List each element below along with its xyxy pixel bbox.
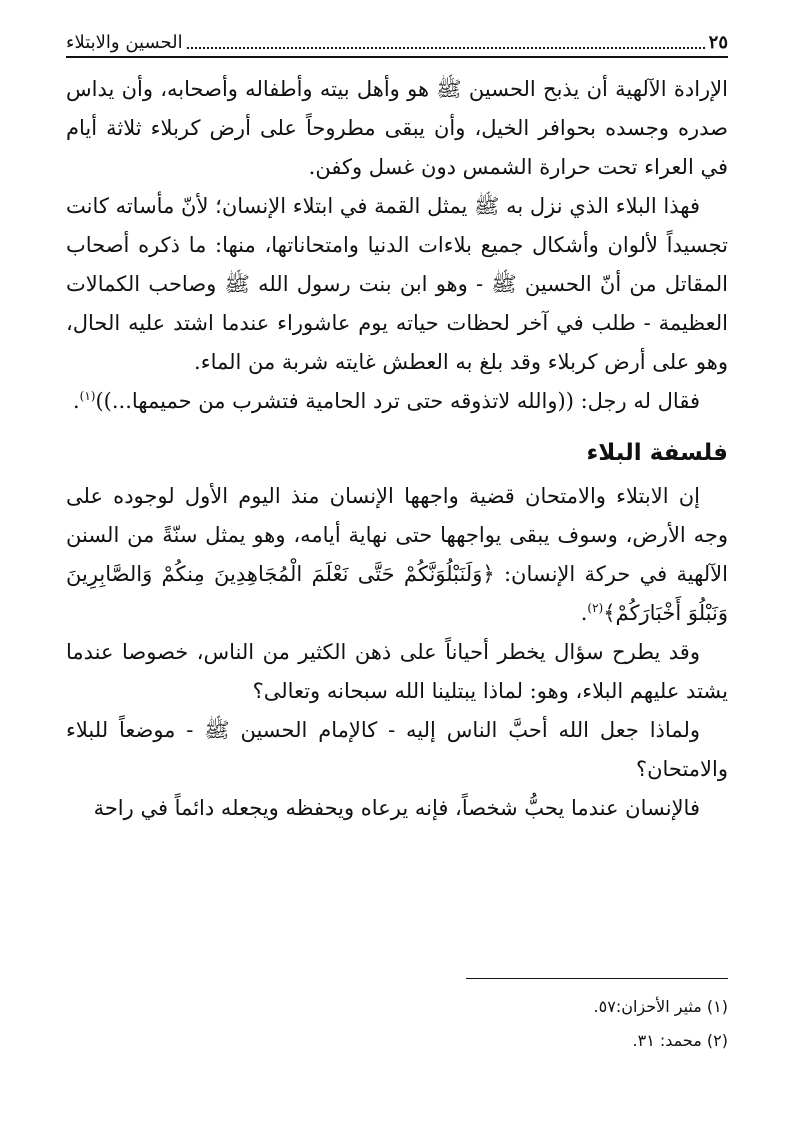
- main-text: [66, 70, 728, 828]
- paragraph-text: إن الابتلاء والامتحان قضية واجهها الإنسان منذ اليوم الأول لوجوده على وجه الأرض، وسوف يبقى يواجهها حتى نهاية أيامه، وهو يمثل سنّةً من السنن الآلهية في حركة الإنسان: ﴿وَلَنَبْلُوَنَّكُمْ حَتَّى نَعْلَمَ الْمُجَاهِدِينَ مِنكُمْ وَالصَّابِرِينَ وَنَبْلُوَ أَخْبَارَكُمْ﴾: [66, 484, 728, 625]
- page-header: [66, 28, 728, 58]
- book-page: [66, 28, 728, 828]
- quote-paragraph: فقال له رجل: ((والله لاتذوقه حتى ترد الحامية فتشرب من حميمها...))$^{(١)}$.: [72, 389, 700, 413]
- quote-text: فقال له رجل: ((والله لاتذوقه حتى ترد الحامية فتشرب من حميمها...)): [95, 389, 700, 413]
- paragraph: وقد يطرح سؤال يخطر أحياناً على ذهن الكثير من الناس، خصوصا عندما يشتد عليهم البلاء، وهو: لماذا يبتلينا الله سبحانه وتعالى؟: [66, 640, 728, 703]
- section-title: فلسفة البلاء: [586, 440, 728, 466]
- header-dot-leader: [187, 47, 705, 49]
- footnotes: [466, 990, 728, 1058]
- paragraph: فهذا البلاء الذي نزل به ﷺ يمثل القمة في ابتلاء الإنسان؛ لأنّ مأساته كانت تجسيداً لألوان وأشكال جميع بلاءات الدنيا وامتحاناتها، منها: ما ذكره أصحاب المقاتل من أنّ الحسين ﷺ - وهو ابن بنت رسول الله ﷺ وصاحب الكمالات العظيمة - طلب في آخر لحظات حياته يوم عاشوراء عندما اشتد عليه الحال، وهو على أرض كربلاء وقد بلغ به العطش غايته شربة من الماء.: [66, 194, 728, 374]
- running-title: الحسين والابتلاء: [66, 32, 183, 53]
- paragraph: فالإنسان عندما يحبُّ شخصاً، فإنه يرعاه ويحفظه ويجعله دائماً في راحة: [93, 796, 700, 820]
- paragraph-end: .: [580, 601, 588, 625]
- footnote-ref: (١): [79, 389, 96, 403]
- footnote-separator: [466, 978, 728, 979]
- paragraph: الإرادة الآلهية أن يذبح الحسين ﷺ هو وأهل بيته وأطفاله وأصحابه، وأن يداس صدره وجسده بحوافر الخيل، وأن يبقى مطروحاً على أرض كربلاء ثلاثة أيام في العراء تحت حرارة الشمس دون غسل وكفن.: [66, 77, 728, 179]
- paragraph: [66, 477, 728, 633]
- page-number: ٢٥: [708, 32, 728, 53]
- footnote: (١) مثير الأحزان:٥٧.: [593, 997, 728, 1016]
- footnote-ref: (٢): [587, 601, 604, 615]
- paragraph: ولماذا جعل الله أحبَّ الناس إليه - كالإمام الحسين ﷺ - موضعاً للبلاء والامتحان؟: [66, 718, 728, 781]
- footnote: (٢) محمد: ٣١.: [632, 1031, 728, 1050]
